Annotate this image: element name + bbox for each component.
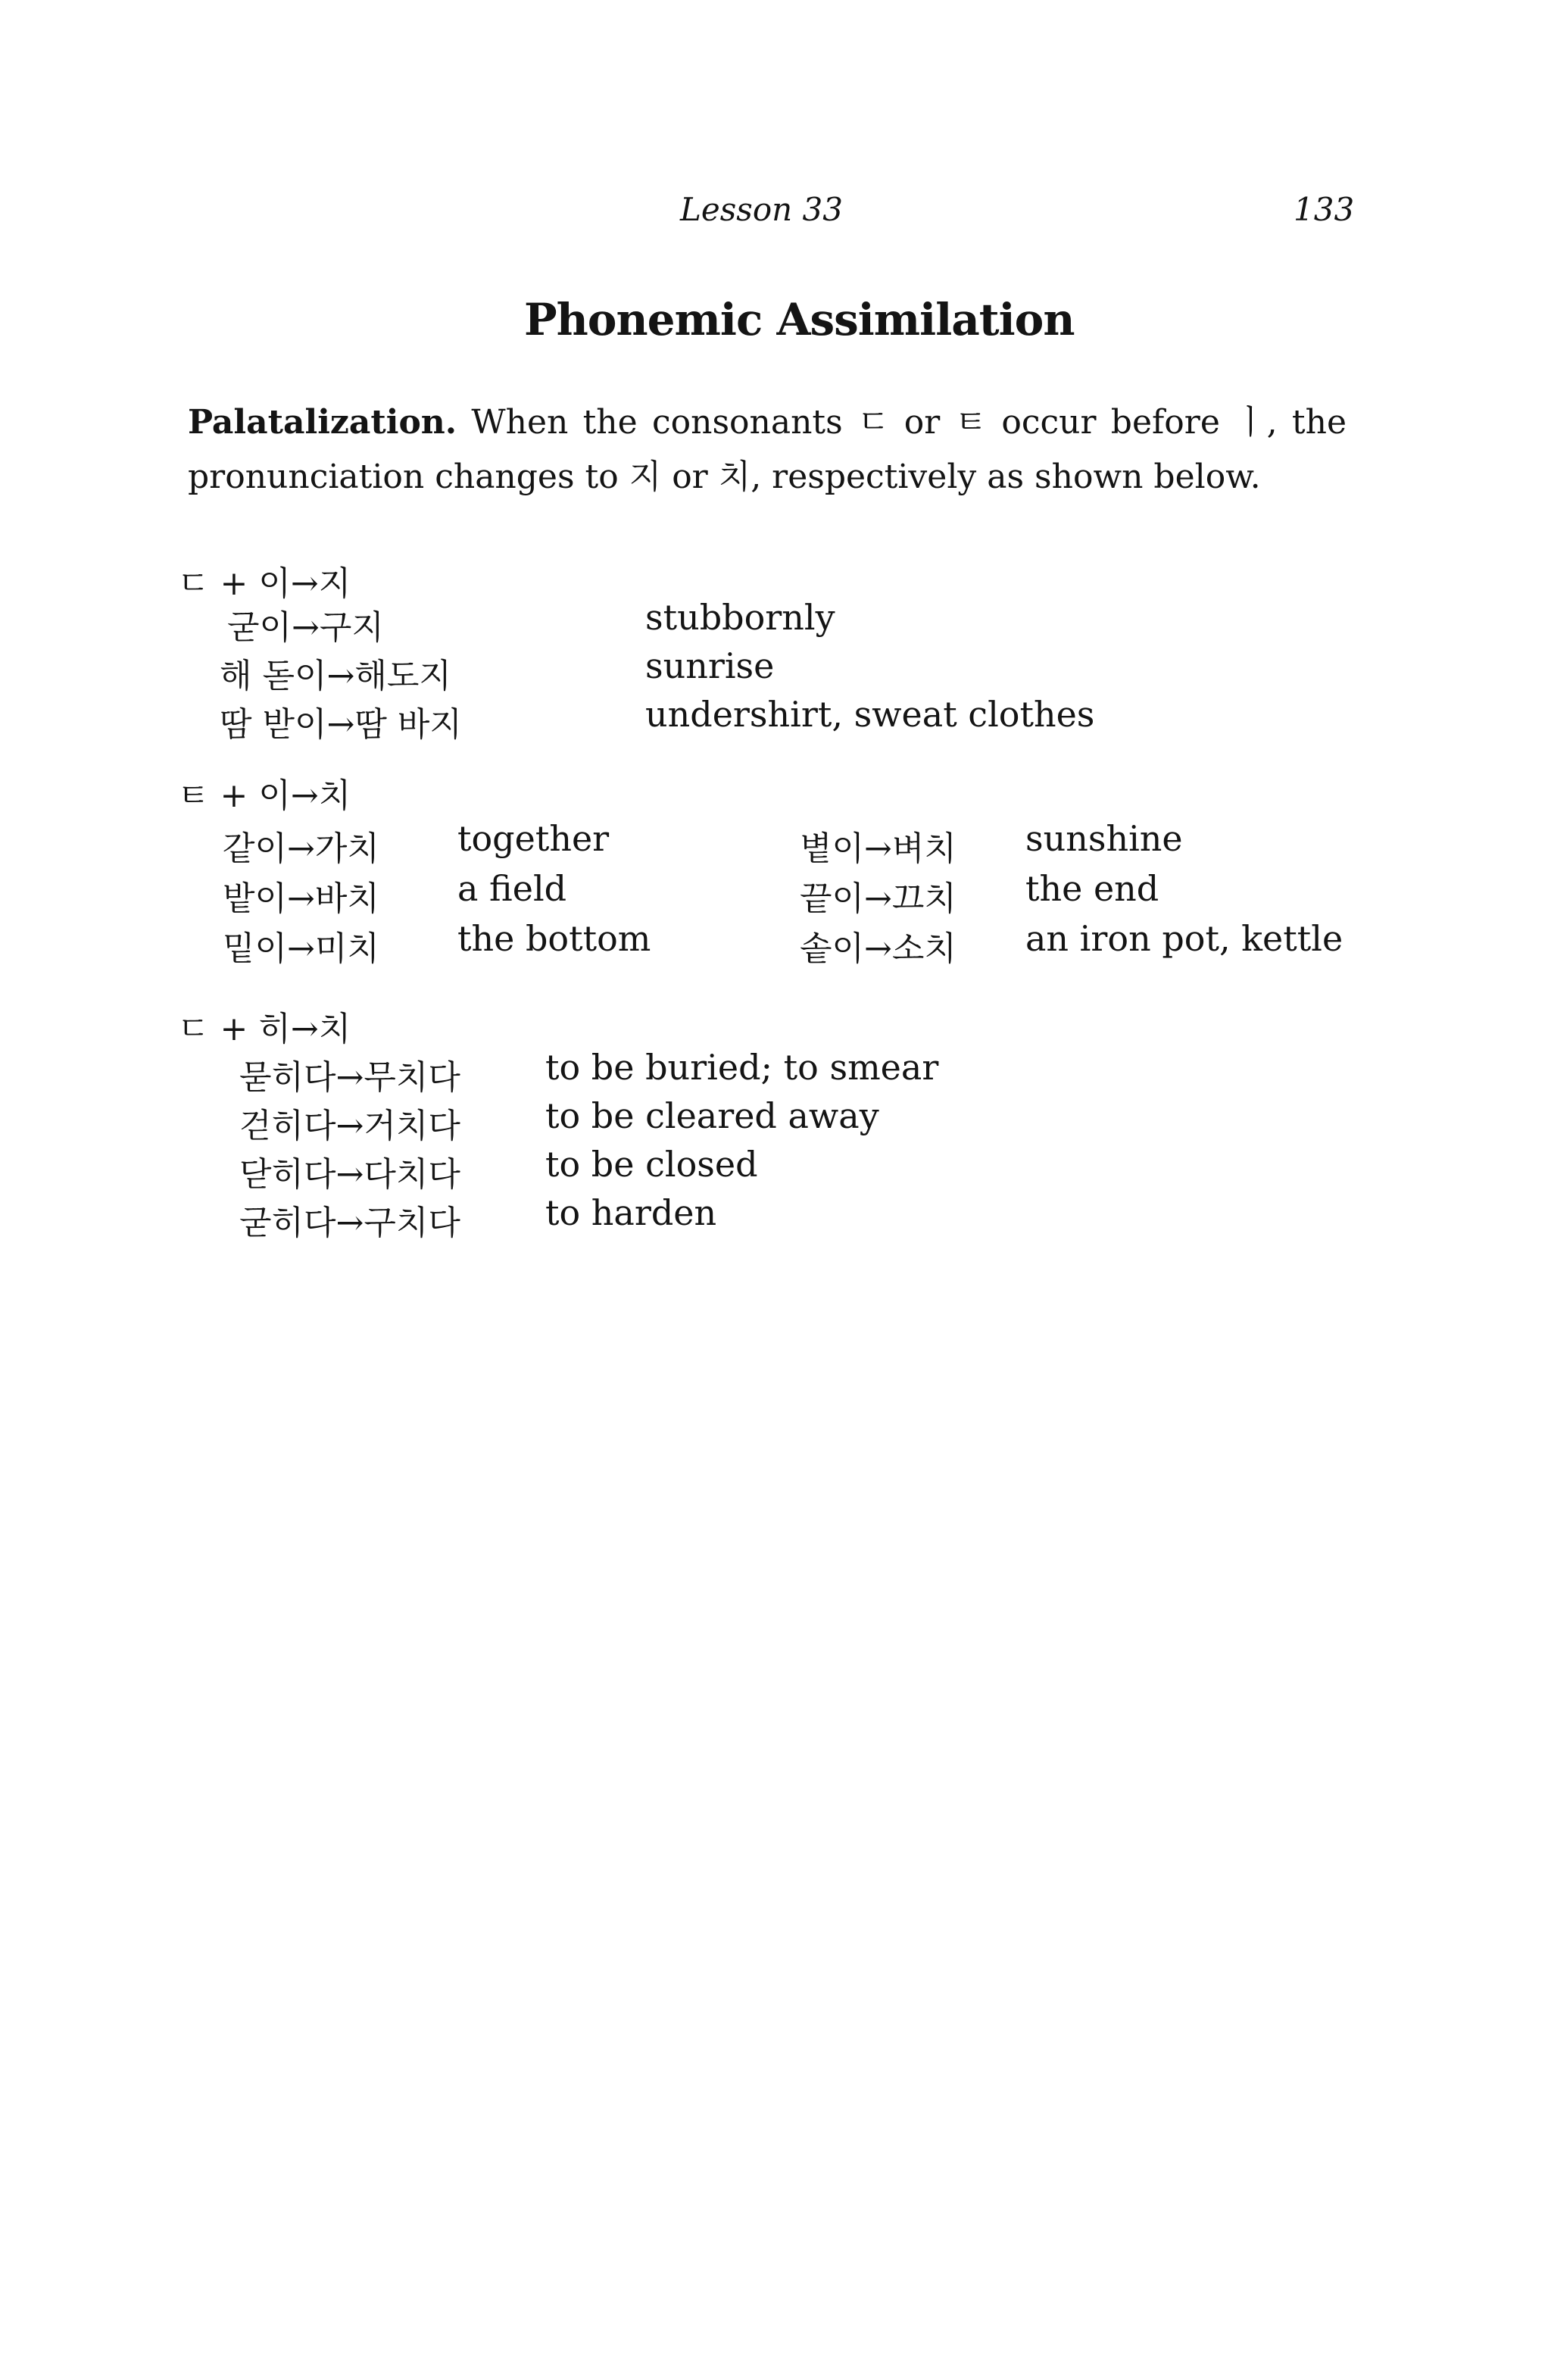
example-korean: 굳이→구지: [227, 608, 384, 647]
example-english: the end: [1025, 868, 1159, 909]
intro-lead: Palatalization.: [188, 403, 457, 442]
example-korean: 밑이→미치: [223, 929, 379, 968]
example-english: the bottom: [457, 918, 651, 959]
example-english: undershirt, sweat clothes: [645, 694, 1095, 735]
example-english: to harden: [545, 1192, 717, 1233]
running-header-lesson: Lesson 33: [680, 191, 843, 228]
example-korean: 밭이→바치: [223, 879, 379, 918]
intro-paragraph: [188, 395, 1347, 504]
example-korean: 땀 받이→땀 바지: [220, 705, 462, 744]
rule-d-hi: ㄷ + 히→치: [177, 1010, 351, 1048]
example-korean: 굳히다→구치다: [239, 1204, 460, 1242]
example-english: a field: [457, 868, 567, 909]
example-english: to be buried; to smear: [545, 1047, 939, 1088]
example-korean: 닫히다→다치다: [239, 1155, 460, 1194]
example-english: stubbornly: [645, 597, 835, 638]
rule-t-i: ㅌ + 이→치: [177, 776, 351, 815]
example-english: to be closed: [545, 1144, 758, 1185]
example-english: together: [457, 818, 610, 859]
example-korean: 걷히다→거치다: [239, 1107, 460, 1145]
example-english: an iron pot, kettle: [1025, 918, 1343, 959]
intro-text: When the consonants ㄷ or ㅌ occur before ㅣ, the pronunciation changes to 지 or 치, respectively as shown below.: [188, 403, 1347, 496]
example-korean: 같이→가치: [223, 829, 379, 868]
rule-d-i: ㄷ + 이→지: [177, 564, 351, 603]
example-english: to be cleared away: [545, 1095, 879, 1136]
example-korean: 해 돋이→해도지: [220, 657, 451, 695]
example-english: sunshine: [1025, 818, 1183, 859]
page-title: Phonemic Assimilation: [524, 294, 1075, 345]
example-english: sunrise: [645, 645, 775, 686]
example-korean: 볕이→벼치: [800, 829, 957, 868]
example-korean: 솥이→소치: [800, 929, 957, 968]
page-number: 133: [1294, 191, 1355, 228]
example-korean: 묻히다→무치다: [239, 1058, 460, 1097]
example-korean: 끝이→끄치: [800, 879, 957, 918]
